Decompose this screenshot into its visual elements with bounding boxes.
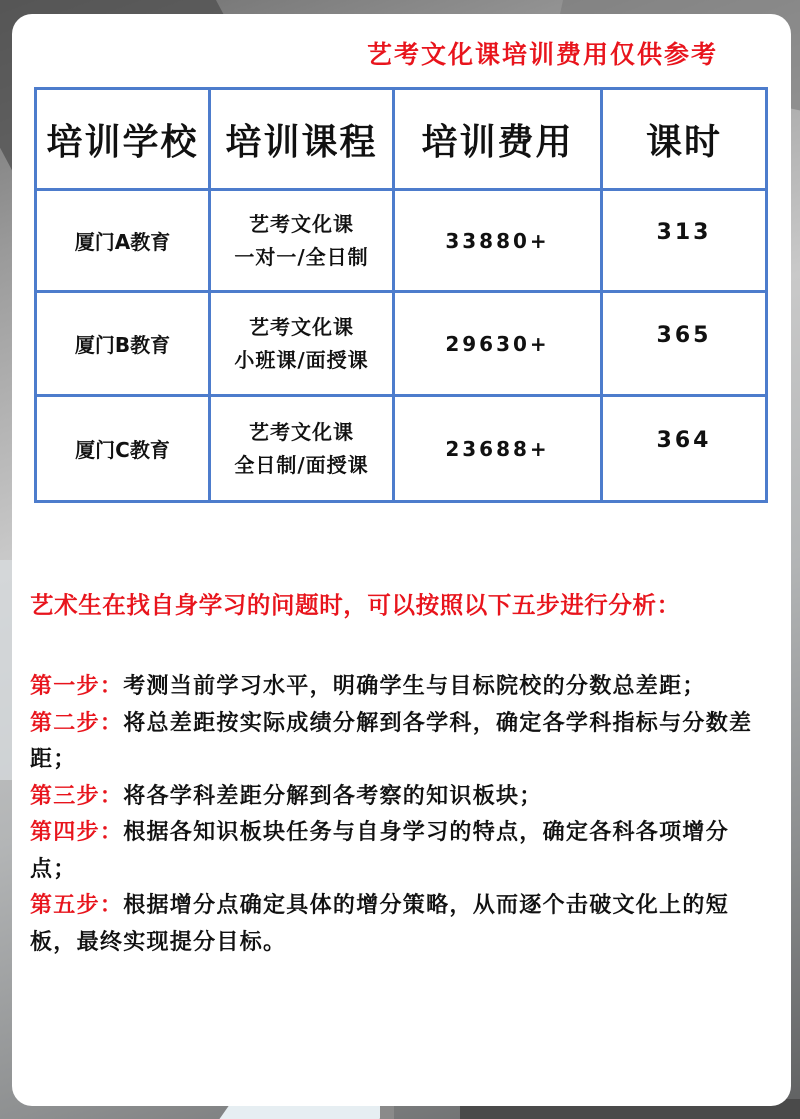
step-text: 将总差距按实际成绩分解到各学科，确定各学科指标与分数差距； xyxy=(30,710,753,772)
course-type: 艺考文化课 xyxy=(249,314,354,339)
cell-fee: 33880+ xyxy=(394,190,602,292)
analysis-heading: 艺术生在找自身学习的问题时，可以按照以下五步进行分析： xyxy=(30,591,681,619)
step-text: 根据各知识板块任务与自身学习的特点，确定各科各项增分点； xyxy=(30,820,730,882)
step-label: 第二步： xyxy=(30,710,124,736)
cell-school: 厦门C教育 xyxy=(36,396,210,502)
course-format: 全日制/面授课 xyxy=(234,452,369,477)
step-text: 将各学科差距分解到各考察的知识板块； xyxy=(123,783,543,809)
step-label: 第四步： xyxy=(30,820,124,845)
page-title: 艺考文化课培训费用仅供参考 xyxy=(367,40,719,69)
step-label: 第五步： xyxy=(30,893,124,918)
course-format: 一对一/全日制 xyxy=(234,244,369,269)
header-hours: 课时 xyxy=(602,89,767,190)
table-header-row xyxy=(36,89,767,190)
cell-hours xyxy=(602,396,767,502)
content-card xyxy=(12,14,791,1106)
cell-course xyxy=(210,396,394,502)
step-item xyxy=(30,779,765,816)
cell-school: 厦门B教育 xyxy=(36,292,210,396)
course-type: 艺考文化课 xyxy=(249,211,354,236)
step-item xyxy=(30,669,765,706)
step-label: 第三步： xyxy=(30,783,124,809)
cell-fee: 29630+ xyxy=(394,292,602,396)
hours-value: 365 xyxy=(656,323,712,348)
step-text: 考测当前学习水平，明确学生与目标院校的分数总差距； xyxy=(123,674,706,699)
cell-hours xyxy=(602,292,767,396)
fee-table xyxy=(34,87,768,503)
cell-fee: 23688+ xyxy=(394,396,602,502)
course-format: 小班课/面授课 xyxy=(234,347,369,372)
table-row xyxy=(36,190,767,292)
cell-course xyxy=(210,190,394,292)
step-item xyxy=(30,706,765,779)
cell-hours xyxy=(602,190,767,292)
hours-value: 313 xyxy=(656,220,712,245)
hours-value: 364 xyxy=(656,428,712,453)
table-row xyxy=(36,396,767,502)
header-fee: 培训费用 xyxy=(394,89,602,190)
cell-course xyxy=(210,292,394,396)
step-label: 第一步： xyxy=(30,674,124,699)
step-item xyxy=(30,815,765,888)
header-school: 培训学校 xyxy=(36,89,210,190)
cell-school: 厦门A教育 xyxy=(36,190,210,292)
step-text: 根据增分点确定具体的增分策略，从而逐个击破文化上的短板，最终实现提分目标。 xyxy=(30,893,730,955)
step-item xyxy=(30,888,765,961)
analysis-steps xyxy=(30,669,765,961)
table-row xyxy=(36,292,767,396)
header-course: 培训课程 xyxy=(210,89,394,190)
course-type: 艺考文化课 xyxy=(249,419,354,444)
